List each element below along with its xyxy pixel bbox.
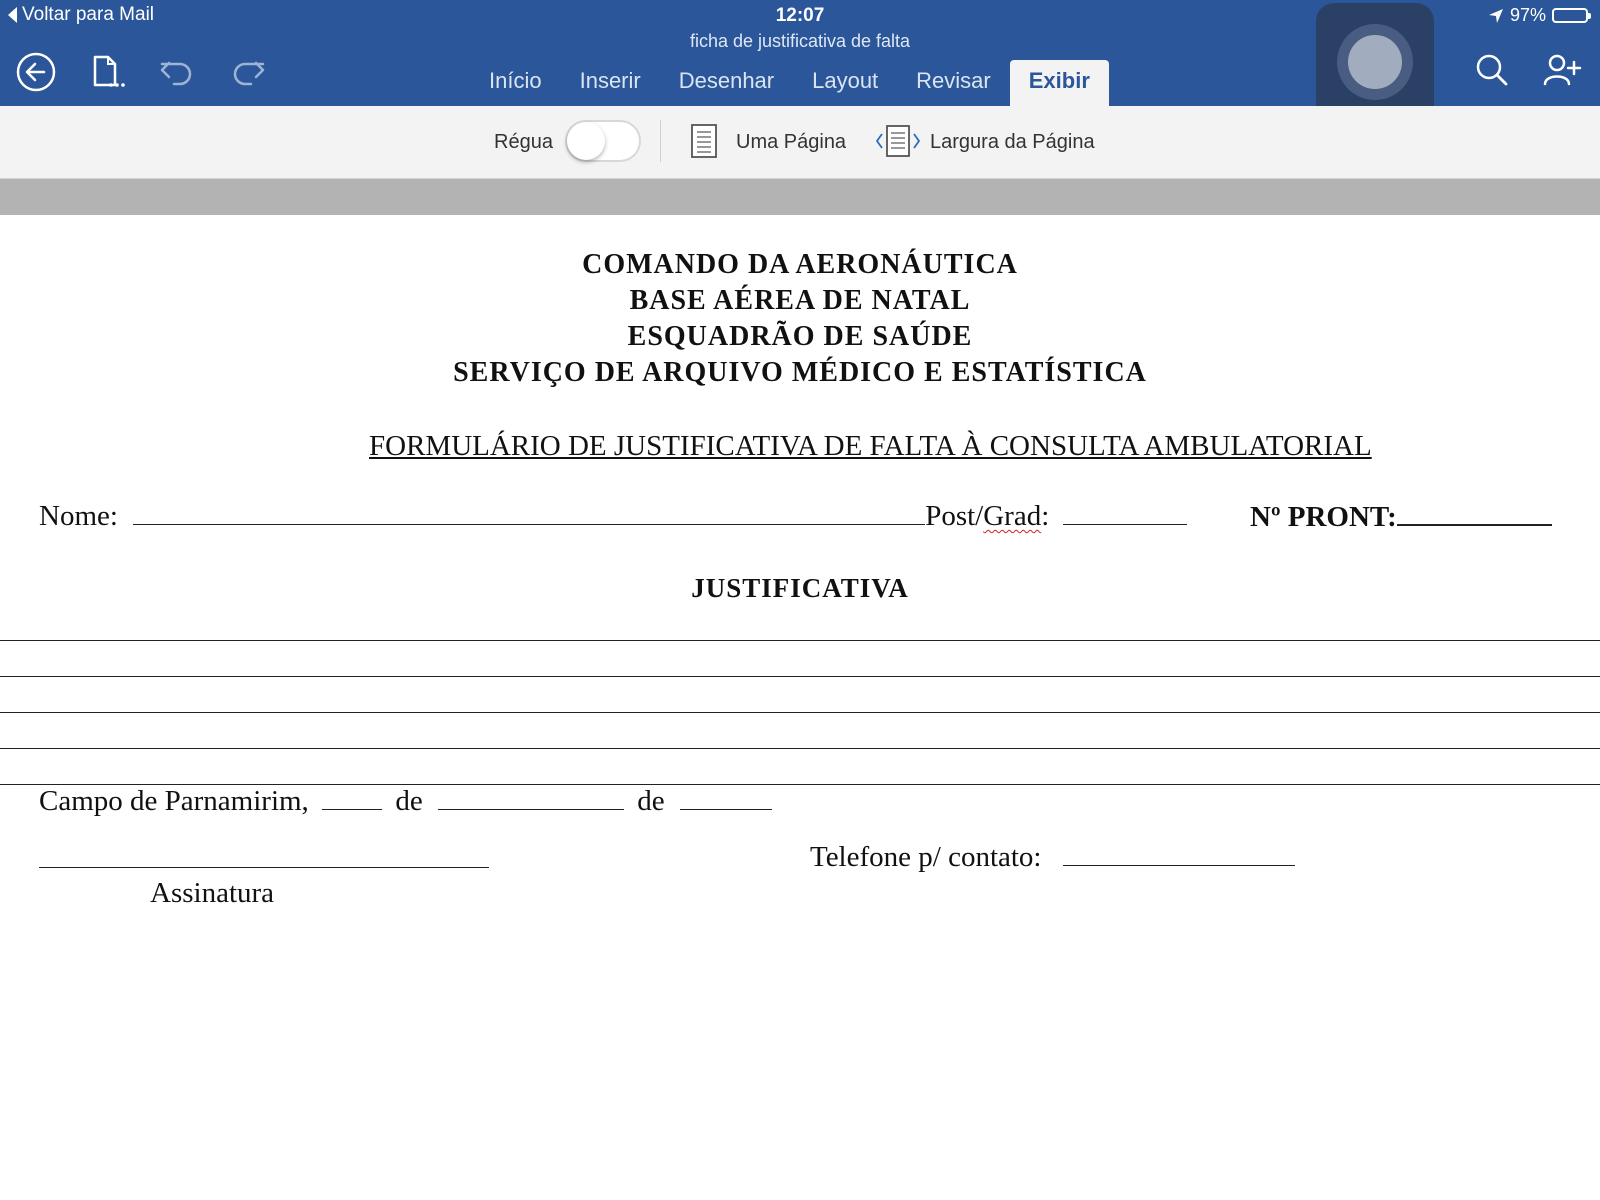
battery-icon bbox=[1552, 8, 1588, 23]
page-width-icon bbox=[876, 124, 920, 158]
ruler-toggle-knob bbox=[567, 122, 605, 160]
assistive-touch-button[interactable] bbox=[1316, 3, 1434, 121]
ribbon-separator bbox=[660, 120, 661, 162]
de-label-2: de bbox=[637, 785, 665, 817]
form-title: FORMULÁRIO DE JUSTIFICATIVA DE FALTA À CONSULTA AMBULATORIAL bbox=[369, 430, 1372, 462]
justification-line-1[interactable] bbox=[0, 640, 1600, 641]
add-person-icon[interactable] bbox=[1542, 50, 1582, 90]
header-line-3: ESQUADRÃO DE SAÚDE bbox=[627, 321, 973, 352]
page-gap bbox=[0, 179, 1600, 215]
one-page-label: Uma Página bbox=[736, 131, 847, 153]
one-page-icon bbox=[690, 123, 718, 159]
redo-icon[interactable] bbox=[228, 52, 268, 92]
signature-blank[interactable] bbox=[39, 843, 489, 868]
tab-layout[interactable]: Layout bbox=[812, 68, 879, 93]
pront-blank[interactable] bbox=[1397, 500, 1552, 526]
phone-blank[interactable] bbox=[1063, 841, 1295, 866]
header-line-1: COMANDO DA AERONÁUTICA bbox=[582, 249, 1018, 280]
justification-line-3[interactable] bbox=[0, 712, 1600, 713]
nome-label: Nome: bbox=[39, 500, 118, 532]
justification-line-4[interactable] bbox=[0, 748, 1600, 749]
signature-label: Assinatura bbox=[150, 877, 275, 909]
tab-inicio[interactable]: Início bbox=[489, 68, 542, 93]
de-label-1: de bbox=[395, 785, 423, 817]
location-arrow-icon bbox=[1488, 8, 1504, 24]
tab-exibir[interactable]: Exibir bbox=[1010, 60, 1109, 106]
status-right bbox=[1488, 5, 1588, 26]
postgrad-label-a: Post/ bbox=[925, 500, 984, 532]
pront-field bbox=[1250, 500, 1552, 534]
postgrad-colon: : bbox=[1041, 500, 1050, 532]
ruler-label: Régua bbox=[494, 131, 553, 153]
view-ribbon bbox=[0, 106, 1600, 179]
justification-line-2[interactable] bbox=[0, 676, 1600, 677]
undo-icon[interactable] bbox=[157, 52, 197, 92]
back-to-mail-label: Voltar para Mail bbox=[22, 4, 155, 25]
document-page[interactable] bbox=[0, 215, 1600, 1200]
postgrad-blank[interactable] bbox=[1063, 500, 1187, 525]
signature-row bbox=[39, 843, 489, 876]
place-label: Campo de Parnamirim, bbox=[39, 785, 309, 817]
pront-label: Nº PRONT: bbox=[1250, 501, 1397, 533]
ribbon-tabs bbox=[470, 60, 1109, 106]
search-icon[interactable] bbox=[1472, 50, 1512, 90]
phone-row bbox=[810, 841, 1295, 874]
document-title: ficha de justificativa de falta bbox=[689, 31, 911, 51]
page-width-label: Largura da Página bbox=[930, 131, 1095, 153]
tab-inserir[interactable]: Inserir bbox=[579, 68, 641, 93]
date-row bbox=[39, 785, 772, 818]
postgrad-label-b: Grad bbox=[983, 500, 1042, 532]
nome-blank[interactable] bbox=[133, 500, 925, 525]
phone-label: Telefone p/ contato: bbox=[810, 841, 1042, 873]
year-blank[interactable] bbox=[680, 785, 772, 810]
ruler-toggle[interactable] bbox=[565, 120, 641, 162]
nome-field-row bbox=[39, 500, 1187, 533]
status-time: 12:07 bbox=[775, 5, 825, 26]
day-blank[interactable] bbox=[322, 785, 382, 810]
file-menu-icon[interactable] bbox=[88, 52, 128, 92]
back-circle-icon[interactable] bbox=[16, 52, 56, 92]
battery-percent: 97% bbox=[1509, 5, 1546, 25]
month-blank[interactable] bbox=[438, 785, 624, 810]
tab-revisar[interactable]: Revisar bbox=[916, 68, 991, 93]
header-line-4: SERVIÇO DE ARQUIVO MÉDICO E ESTATÍSTICA bbox=[453, 357, 1147, 388]
assistive-touch-dot bbox=[1348, 35, 1402, 89]
tab-desenhar[interactable]: Desenhar bbox=[678, 68, 775, 93]
header-line-2: BASE AÉREA DE NATAL bbox=[629, 285, 971, 316]
justificativa-heading: JUSTIFICATIVA bbox=[691, 573, 909, 603]
